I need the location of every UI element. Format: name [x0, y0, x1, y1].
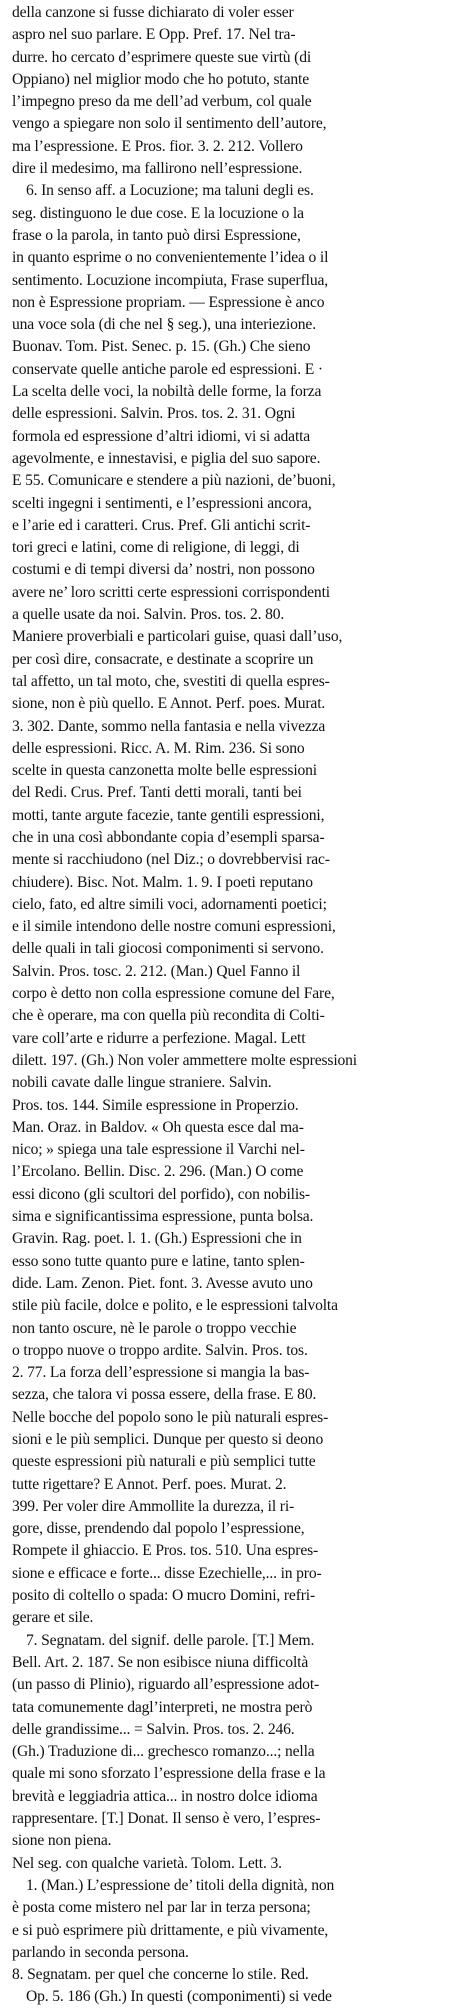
text-line: quale mi sono sforzato l’espressione della frase e la [12, 1765, 326, 1783]
text-line: Pros. tos. 144. Simile espressione in Properzio. [12, 1096, 299, 1114]
text-line: del Redi. Crus. Pref. Tanti detti morali, tanti bei [12, 784, 302, 802]
text-line: 8. Segnatam. per quel che concerne lo stile. Red. [12, 1966, 309, 1984]
text-line: Op. 5. 186 (Gh.) In questi (componimenti) si vede [26, 1988, 332, 2006]
text-line: e si può esprimere più drittamente, e più vivamente, [12, 1921, 329, 1939]
text-line: Salvin. Pros. tosc. 2. 212. (Man.) Quel Fanno il [12, 962, 301, 980]
text-line: tori greci e latini, come di religione, di leggi, di [12, 539, 300, 557]
text-line: motti, tante argute facezie, tante gentili espressioni, [12, 806, 325, 824]
text-line: che in una così abbondante copia d’esempli sparsa- [12, 828, 325, 846]
text-line: Oppiano) nel miglior modo che ho potuto, stante [12, 70, 309, 88]
text-line: Maniere proverbiali e particolari guise, quasi dall’uso, [12, 628, 343, 646]
text-line: durre. ho cercato d’esprimere queste sue virtù (di [12, 48, 312, 66]
text-line: 3. 302. Dante, sommo nella fantasia e nella vivezza [12, 717, 326, 735]
text-line: Nelle bocche del popolo sono le più naturali espres- [12, 1408, 329, 1426]
text-line: Man. Oraz. in Baldov. « Oh questa esce dal ma- [12, 1118, 304, 1136]
text-line: vengo a spiegare non solo il sentimento dell’autore, [12, 115, 327, 133]
text-line: cielo, fato, ed altre simili voci, adornamenti poetici; [12, 895, 327, 913]
text-line: Nel seg. con qualche varietà. Tolom. Lett. 3. [12, 1854, 282, 1872]
text-line: scelte in questa canzonetta molte belle espressioni [12, 762, 317, 780]
text-line: sione, non è più quello. E Annot. Perf. poes. Murat. [12, 695, 326, 713]
text-line: delle espressioni. Ricc. A. M. Rim. 236. Si sono [12, 739, 305, 757]
text-line: a quelle usate da noi. Salvin. Pros. tos. 2. 80. [12, 606, 285, 624]
text-line: sione e efficace e forte... disse Ezechielle,... in pro- [12, 1564, 322, 1582]
text-line: dide. Lam. Zenon. Piet. font. 3. Avesse avuto uno [12, 1274, 313, 1292]
text-line: tata comunemente dagl’interpreti, ne mostra però [12, 1698, 313, 1716]
text-line: essi dicono (gli scultori del porfido), con nobilis- [12, 1185, 310, 1203]
text-line: queste espressioni più naturali e più semplici tutte [12, 1453, 316, 1471]
text-line: seg. distinguono le due cose. E la locuzione o la [12, 204, 304, 222]
text-line: dire il medesimo, ma fallirono nell’espressione. [12, 160, 303, 178]
text-line: brevità e leggiadria attica... in nostro dolce idioma [12, 1787, 318, 1805]
text-line: stile più facile, dolce e polito, e le espressioni talvolta [12, 1297, 338, 1315]
text-line: rappresentare. [T.] Donat. Il senso è vero, l’espres- [12, 1810, 321, 1828]
text-line: E 55. Comunicare e stendere a più nazioni, de’buoni, [12, 472, 336, 490]
text-line: scelti ingegni i sentimenti, e l’espressioni ancora, [12, 494, 312, 512]
text-line: mente si racchiudono (nel Diz.; o dovrebbervisi rac- [12, 851, 330, 869]
text-line: Bell. Art. 2. 187. Se non esibisce niuna difficoltà [12, 1653, 309, 1671]
text-line: tal affetto, un tal moto, che, svestiti di quella espres- [12, 672, 330, 690]
text-line: sioni e le più semplici. Dunque per questo si deono [12, 1431, 324, 1448]
text-line: agevolmente, e innestavisi, e piglia del suo sapore. [12, 449, 321, 467]
text-line: La scelta delle voci, la nobiltà delle forme, la forza [12, 383, 322, 401]
text-line: formola ed espressione d’altri idiomi, vi si adatta [12, 427, 311, 445]
text-line: delle quali in tali giocosi componimenti si servono. [12, 940, 324, 958]
text-line: 399. Per voler dire Ammollite la durezza, il ri- [12, 1497, 295, 1515]
text-line: una voce sola (di che nel § seg.), una interiezione. [12, 316, 316, 334]
text-line: delle grandissime... = Salvin. Pros. tos. 2. 246. [12, 1720, 295, 1738]
text-line: o troppo nuove o troppo ardite. Salvin. Pros. tos. [12, 1341, 308, 1359]
text-line: frase o la parola, in tanto può dirsi Espressione, [12, 226, 301, 244]
text-line: e il simile intendono delle nostre comuni espressioni, [12, 918, 336, 936]
text-line: delle espressioni. Salvin. Pros. tos. 2. 31. Ogni [12, 405, 296, 423]
text-line: sima e significantissima espressione, punta bolsa. [12, 1208, 314, 1226]
text-line: in quanto esprime o no convenientemente l’idea o il [12, 249, 329, 267]
text-line: non è Espressione propriam. — Espressione è anco [12, 293, 325, 311]
text-line: sione non piena. [12, 1832, 112, 1850]
text-line: è posta come mistero nel par lar in terza persona; [12, 1899, 311, 1917]
text-line: ma l’espressione. E Pros. fior. 3. 2. 212. Vollero [12, 137, 303, 155]
text-line: l’impegno preso da me dell’ad verbum, col quale [12, 93, 312, 111]
text-line: non tanto oscure, nè le parole o troppo vecchie [12, 1319, 297, 1337]
text-line: dilett. 197. (Gh.) Non voler ammettere molte espressioni [12, 1051, 357, 1069]
text-line: 1. (Man.) L’espressione de’ titoli della dignità, non [26, 1876, 335, 1894]
text-line: che è operare, ma con quella più recondita di Colti- [12, 1007, 325, 1025]
text-line: sezza, che talora vi possa essere, della frase. E 80. [12, 1386, 317, 1404]
text-line: 7. Segnatam. del signif. delle parole. [T.] Mem. [26, 1631, 315, 1649]
text-line: parlando in seconda persona. [12, 1943, 189, 1961]
text-line: sentimento. Locuzione incompiuta, Frase superflua, [12, 271, 328, 289]
text-line: corpo è detto non colla espressione comune del Fare, [12, 985, 335, 1003]
text-line: avere ne’ loro scritti certe espressioni corrispondenti [12, 583, 330, 601]
text-line: vare coll’arte e ridurre a perfezione. Magal. Lett [12, 1029, 306, 1047]
text-line: l’Ercolano. Bellin. Disc. 2. 296. (Man.) O come [12, 1163, 304, 1181]
text-line: conservate quelle antiche parole ed espressioni. E · [12, 360, 323, 378]
text-line: aspro nel suo parlare. E Opp. Pref. 17. Nel tra- [12, 26, 296, 44]
dictionary-entry-column [12, 2, 465, 2009]
text-line: (un passo di Plinio), riguardo all’espressione adot- [12, 1676, 320, 1694]
text-line: Rompete il ghiaccio. E Pros. tos. 510. Una espres- [12, 1542, 319, 1560]
text-line: gerare et sile. [12, 1609, 94, 1627]
text-line: nico; » spiega una tale espressione il Varchi nel- [12, 1141, 305, 1159]
text-line: posito di coltello o spada: O mucro Domini, refri- [12, 1587, 316, 1605]
text-line: della canzone si fusse dichiarato di voler esser [12, 4, 294, 21]
text-line: esso sono tutte quanto pure e latine, tanto splen- [12, 1252, 305, 1270]
text-line: tutte rigettare? E Annot. Perf. poes. Murat. 2. [12, 1475, 287, 1493]
text-line: costumi e di tempi diversi da’ nostri, non possono [12, 561, 315, 579]
text-line: Gravin. Rag. poet. l. 1. (Gh.) Espressioni che in [12, 1230, 302, 1248]
text-line: nobili cavate dalle lingue straniere. Salvin. [12, 1074, 272, 1092]
text-line: Buonav. Tom. Pist. Senec. p. 15. (Gh.) Che sieno [12, 338, 311, 356]
text-line: e l’arie ed i caratteri. Crus. Pref. Gli antichi scrit- [12, 516, 311, 534]
text-line: (Gh.) Traduzione di... grechesco romanzo...; nella [12, 1743, 315, 1761]
text-line: 6. In senso aff. a Locuzione; ma taluni degli es. [26, 182, 314, 200]
text-line: 2. 77. La forza dell’espressione si mangia la bas- [12, 1364, 310, 1382]
text-line: per così dire, consacrate, e destinate a scoprire un [12, 650, 314, 668]
text-line: chiudere). Bisc. Not. Malm. 1. 9. I poeti reputano [12, 873, 313, 891]
text-line: gore, disse, prendendo dal popolo l’espressione, [12, 1520, 305, 1538]
